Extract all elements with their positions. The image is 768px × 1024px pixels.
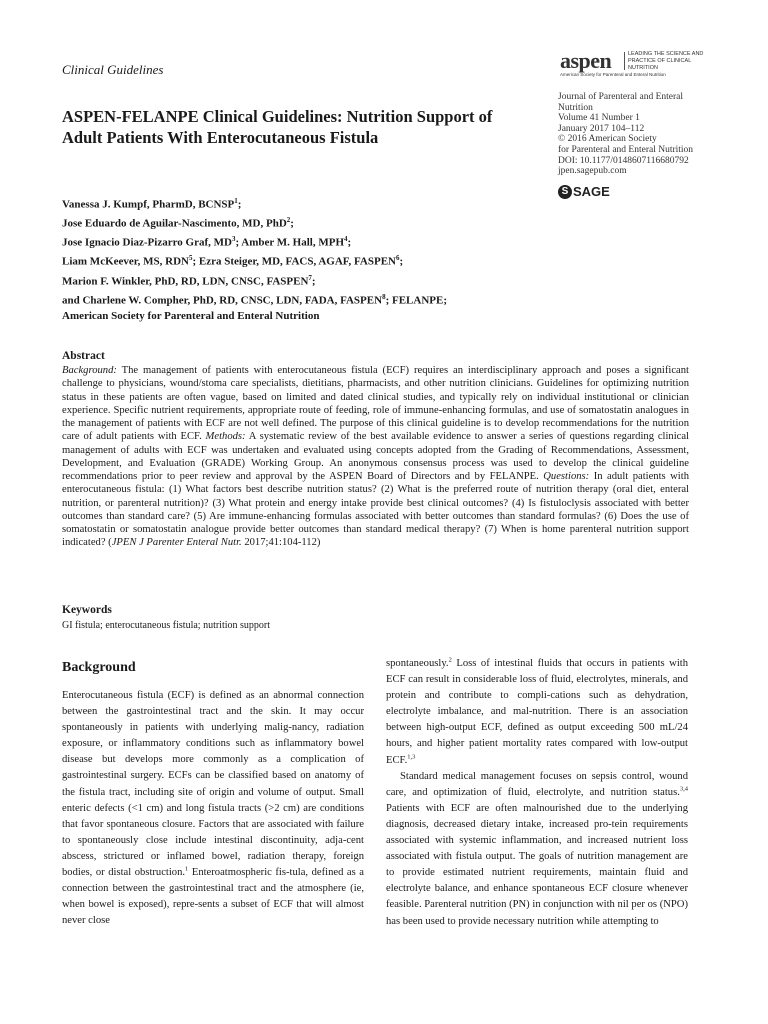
- author-line: Liam McKeever, MS, RDN$^5$; Ezra Steiger, MD, FACS, AGAF, FASPEN$^6$;: [62, 254, 404, 269]
- journal-info: [558, 92, 718, 177]
- body-paragraph: Enterocutaneous fistula (ECF) is defined as an abnormal connection between the gastrointestinal tract and the skin. It may occur spontaneously in patients with underlying malig-nancy, radiation exposure, or inflammatory conditions such as inflammatory bowel disease but develops more commonly as a complication of gastrointestinal surgery. ECFs can be classified based on anatomy of the fistula tract, including site of origin and volume of output. Small enteric defects (<1 cm) and long fistula tracts (>2 cm) are conditions that favor spontaneous closure. Factors that are associated with failure to spontaneously close include intestinal discontinuity, adja-cent abscess, strictured or inflamed bowel, radiation therapy, foreign bodies, or distal obstruction.$^1$ Enteroatmospheric fis-tula, defined as a connection between the gastrointestinal tract and the atmosphere (ie, when bowel is exposed), repre-sents a subset of ECF that will almost never close: [62, 690, 365, 927]
- abstract-questions-label: Questions:: [543, 471, 590, 482]
- author-line: and Charlene W. Compher, PhD, RD, CNSC, LDN, FADA, FASPEN$^8$; FELANPE;: [62, 292, 447, 307]
- logo-subtitle: American Society for Parenteral and Enteral Nutrition: [560, 72, 666, 77]
- body-paragraph: spontaneously.$^2$ Loss of intestinal fluids that occurs in patients with ECF can result in considerable loss of fluid, electrolytes, minerals, and protein and contribute to compli-cations such as dehydration, electrolyte imbalance, and mal-nutrition. There is an association between high-output ECF, defined as output exceeding 500 mL/24 hours, and higher patient mortality rates compared with low-output ECF.$^{1,3}$: [386, 656, 688, 766]
- journal-info-line: Volume 41 Number 1: [558, 113, 640, 124]
- author-line: Jose Ignacio Diaz-Pizarro Graf, $MD^3$; Amber M. Hall, MPH$^4$;: [62, 235, 352, 249]
- sage-mark-icon: S: [558, 185, 572, 199]
- citation-ref[interactable]: 3,4: [679, 785, 688, 793]
- keywords-list: GI fistula; enterocutaneous fistula; nutrition support: [62, 620, 271, 631]
- section-heading-background: Background: [62, 660, 136, 675]
- logo-tagline: LEADING THE SCIENCE AND PRACTICE OF CLINICAL NUTRITION: [628, 51, 704, 71]
- journal-doi: DOI: 10.1177/0148607116680792: [558, 155, 689, 166]
- logo-divider: [624, 52, 625, 70]
- body-paragraph: Standard medical management focuses on sepsis control, wound care, and optimization of fluid, electrolyte, and nutrition status.$^{3,4}$ Patients with ECF are often malnourished due to the underlying diagnosis, decreased dietary intake, increased pro-tein requirements associated with systemic inflammation, and increased nutrient loss associated with fistula output. The goals of nutrition management are to provide estimated nutrient requirements, maintain fluid and electrolyte balance, and enhance spontaneous ECF closure whenever feasible. Parenteral nutrition (PN) in conjunction with nil per os (NPO) has been used to provide necessary nutrition while attempting to: [386, 770, 688, 927]
- abstract-citation-journal: JPEN J Parenter Enteral Nutr.: [111, 537, 242, 549]
- citation-ref[interactable]: 1: [185, 865, 189, 873]
- journal-url[interactable]: jpen.sagepub.com: [558, 166, 627, 177]
- article-title: ASPEN-FELANPE Clinical Guidelines: Nutrition Support of Adult Patients With Enterocutaneous Fistula: [62, 107, 493, 147]
- author-line: Jose Eduardo de Aguilar-Nascimento, MD, PhD$^2$;: [62, 216, 294, 230]
- author-line: Vanessa J. Kumpf, PharmD, BCNSP$^1$;: [62, 197, 242, 211]
- journal-info-line: © 2016 American Society: [558, 134, 657, 145]
- journal-info-line: January 2017 104–112: [558, 123, 645, 134]
- abstract-heading: Abstract: [62, 350, 105, 362]
- author-list: [62, 194, 532, 324]
- keywords-heading: Keywords: [62, 604, 112, 616]
- sage-wordmark: SAGE: [573, 184, 610, 199]
- citation-ref[interactable]: 1,3: [407, 753, 416, 761]
- sage-logo: [558, 184, 610, 199]
- aspen-logo: [560, 46, 708, 78]
- author-affiliation-line: American Society for Parenteral and Enteral Nutrition: [62, 309, 320, 322]
- journal-info-line: for Parenteral and Enteral Nutrition: [558, 144, 694, 155]
- logo-wordmark: aspen: [560, 48, 612, 73]
- abstract-body: Background: The management of patients with enterocutaneous fistula (ECF) requires an interdisciplinary approach and poses a significant challenge to physicians, wound/stoma care specialists, dietitians, pharmacists, and other nutrition clinicians. Guidelines for optimizing nutrition status in these patients are often vague, based on limited and dated clinical studies, and typically rely on individual institutional or clinician experience. Specific nutrient requirements, appropriate route of feeding, role of immune-enhancing formulas, and use of somatostatin analogues in the management of patients with ECF are not well defined. The purpose of this clinical guideline is to develop recommendations for the nutrition care of adult patients with ECF. Methods: A systematic review of the best available evidence to answer a series of questions regarding clinical management of adults with ECF was undertaken and evaluated using concepts adopted from the Grading of Recommendations, Assessment, Development, and Evaluation (GRADE) Working Group. An anonymous consensus process was used to develop the clinical guideline recommendations prior to peer review and approval by the ASPEN Board of Directors and by FELANPE. Questions: In adult patients with enterocutaneous fistula: (1) What factors best describe nutrition status? (2) What is the preferred route of nutrition therapy (oral diet, enteral nutrition, or parenteral nutrition)? (3) What protein and energy intake provide best clinical outcomes? (4) Is fistuloclysis associated with better outcomes than standard care? (5) Are immune-enhancing formulas associated with better outcomes than standard formulas? (6) Does the use of somatostatin or somatostatin analogue provide better outcomes than standard medical therapy? (7) When is home parenteral nutrition support indicated? (JPEN J Parenter Enteral Nutr. 2017;41:104-112): [62, 365, 690, 549]
- author-line: Marion F. Winkler, PhD, RD, LDN, CNSC, FASPEN$^7$;: [62, 273, 316, 288]
- abstract-background-label: Background:: [62, 365, 117, 376]
- body-column-right: [386, 656, 688, 930]
- journal-info-line: Nutrition: [558, 102, 593, 113]
- abstract-methods-label: Methods:: [205, 431, 246, 443]
- body-column-left: [62, 688, 364, 929]
- section-label: Clinical Guidelines: [62, 62, 164, 77]
- citation-ref[interactable]: 2: [448, 656, 452, 664]
- journal-info-line: Journal of Parenteral and Enteral: [558, 92, 684, 102]
